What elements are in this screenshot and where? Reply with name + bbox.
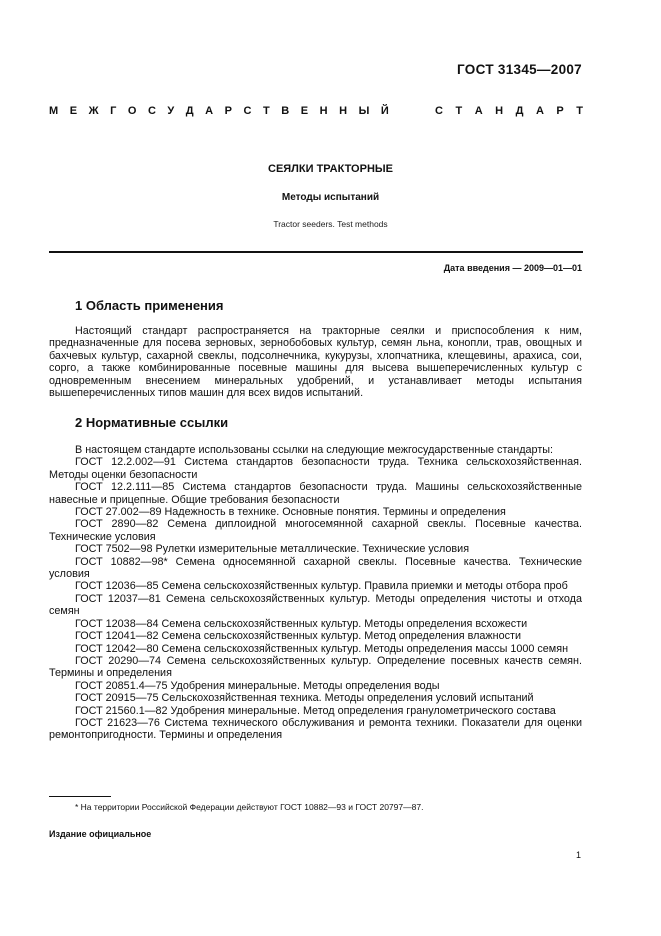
section-1-body <box>49 325 582 399</box>
banner-letter: А <box>535 105 544 117</box>
reference-item: ГОСТ 10882—98* Семена односемянной сахарной свеклы. Посевные качества. Технические условия <box>49 555 582 581</box>
banner-letter: Е <box>69 105 78 117</box>
introduction-date: Дата введения — 2009—01—01 <box>443 263 582 273</box>
document-subtitle: Методы испытаний <box>281 192 380 203</box>
banner-letter: С <box>147 105 156 117</box>
banner-letter: О <box>127 105 137 117</box>
banner-letter: Н <box>495 105 504 117</box>
banner-letter: Д <box>185 105 194 117</box>
banner-letter: Е <box>300 105 309 117</box>
banner-word-standard <box>435 105 583 117</box>
banner-letter: С <box>435 105 443 117</box>
document-title: СЕЯЛКИ ТРАКТОРНЫЕ <box>268 163 393 175</box>
normative-references-list <box>49 444 582 742</box>
banner-letter: А <box>205 105 214 117</box>
banner-letter: Н <box>339 105 348 117</box>
banner-letter: М <box>49 105 59 117</box>
reference-item: ГОСТ 12.2.111—85 Система стандартов безопасности труда. Машины сельскохозяйственные навесные и прицепные. Общие требования безопасности <box>49 481 582 506</box>
document-number: ГОСТ 31345—2007 <box>457 62 582 77</box>
reference-item: ГОСТ 20915—75 Сельскохозяйственная техника. Методы определения условий испытаний <box>75 692 534 705</box>
footnote-divider <box>49 796 111 797</box>
banner-letter: Н <box>319 105 328 117</box>
reference-item: ГОСТ 27.002—89 Надежность в технике. Основные понятия. Термины и определения <box>75 506 506 519</box>
banner-letter: В <box>281 105 290 117</box>
banner-letter: Р <box>556 105 564 117</box>
banner-letter: Т <box>263 105 270 117</box>
standard-type-banner <box>49 105 583 117</box>
banner-letter: А <box>474 105 483 117</box>
banner-letter: Р <box>224 105 232 117</box>
reference-item: ГОСТ 21560.1—82 Удобрения минеральные. Метод определения гранулометрического состава <box>75 704 556 717</box>
reference-item: ГОСТ 20290—74 Семена сельскохозяйственных культур. Определение посевных качеств семян. Термины и определения <box>49 654 582 680</box>
english-title: Tractor seeders. Test methods <box>273 219 388 229</box>
banner-letter: Т <box>455 105 463 117</box>
reference-item: ГОСТ 12.2.002—91 Система стандартов безопасности труда. Техника сельскохозяйственная. Методы оценки безопасности <box>49 456 582 481</box>
banner-letter: Д <box>515 105 524 117</box>
reference-item: ГОСТ 12037—81 Семена сельскохозяйственных культур. Методы определения чистоты и отхода семян <box>49 592 582 618</box>
banner-letter: Ы <box>358 105 370 117</box>
section-1-heading: 1 Область применения <box>75 298 224 313</box>
reference-item: ГОСТ 2890—82 Семена диплоидной многосемянной сахарной свеклы. Посевные качества. Технические условия <box>49 518 582 543</box>
banner-letter: Т <box>576 105 583 117</box>
reference-item: ГОСТ 21623—76 Система технического обслуживания и ремонта техники. Показатели для оценки ремонтопригодности. Термины и определения <box>49 716 582 742</box>
reference-item: ГОСТ 12041—82 Семена сельскохозяйственных культур. Метод определения влажности <box>75 630 521 643</box>
banner-letter: Ж <box>88 105 99 117</box>
reference-item: ГОСТ 12038—84 Семена сельскохозяйственных культур. Методы определения всхожести <box>75 617 528 630</box>
banner-letter: Г <box>110 105 117 117</box>
banner-letter: Й <box>380 105 389 117</box>
reference-item: ГОСТ 20851.4—75 Удобрения минеральные. Методы определения воды <box>75 679 440 692</box>
page-number: 1 <box>576 850 582 860</box>
reference-item: ГОСТ 7502—98 Рулетки измерительные металлические. Технические условия <box>75 543 470 556</box>
reference-item: ГОСТ 12042—80 Семена сельскохозяйственных культур. Методы определения массы 1000 семян <box>75 642 569 655</box>
section-1-paragraph: Настоящий стандарт распространяется на тракторные сеялки и приспособления к ним, предназначенные для посева зерновых, зернобобовых культур, семян льна, конопли, трав, овощных и бахчевых культур, сахарной свеклы, подсолнечника, кукурузы, хлопчатника, клещевины, арахиса, сои, сорго, а также комбинированные посевные машины для высева вышеперечисленных культур с одновременным внесением минеральных удобрений, и устанавливает методы испытания вышеперечисленных типов машин для всех видов испытаний. <box>49 325 582 400</box>
banner-letter: У <box>167 105 175 117</box>
reference-item: ГОСТ 12036—85 Семена сельскохозяйственных культур. Правила приемки и методы отбора проб <box>75 580 568 593</box>
banner-letter: С <box>243 105 252 117</box>
references-intro: В настоящем стандарте использованы ссылки на следующие межгосударственные стандарты: <box>75 444 554 456</box>
title-divider <box>49 251 583 253</box>
section-2-heading: 2 Нормативные ссылки <box>75 415 229 430</box>
banner-word-interstate <box>49 105 389 117</box>
official-edition-label: Издание официальное <box>49 829 152 839</box>
footnote: * На территории Российской Федерации действуют ГОСТ 10882—93 и ГОСТ 20797—87. <box>75 802 424 812</box>
